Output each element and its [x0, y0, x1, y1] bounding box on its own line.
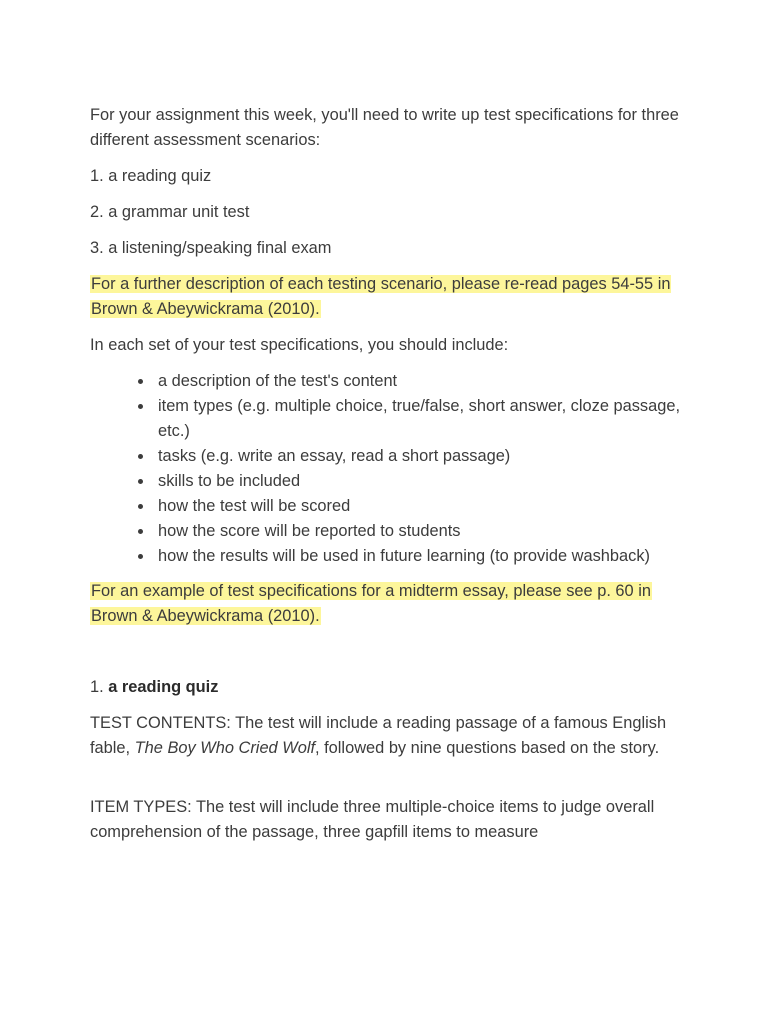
scenario-item-1: 1. a reading quiz: [90, 167, 212, 185]
fable-title: The Boy Who Cried Wolf: [134, 739, 316, 757]
test-contents-text-end: , followed by nine questions based on the story.: [315, 739, 660, 757]
list-item: how the results will be used in future learning (to provide washback): [158, 544, 690, 569]
section-number: 1.: [90, 678, 109, 696]
list-item: tasks (e.g. write an essay, read a short passage): [158, 444, 690, 469]
list-item: how the test will be scored: [158, 494, 690, 519]
list-item: how the score will be reported to students: [158, 519, 690, 544]
section-heading: [90, 675, 690, 700]
list-item: item types (e.g. multiple choice, true/false, short answer, cloze passage, etc.): [158, 394, 690, 444]
include-intro: In each set of your test specifications, you should include:: [90, 336, 509, 354]
list-item: a description of the test's content: [158, 369, 690, 394]
list-item: skills to be included: [158, 469, 690, 494]
document-page: [90, 103, 690, 856]
section-title: a reading quiz: [108, 678, 219, 696]
highlighted-note-example: [90, 579, 690, 629]
highlight-text-2: For an example of test specifications for a midterm essay, please see p. 60 in Brown & Abeywickrama (2010).: [91, 582, 651, 625]
spacer: [90, 640, 690, 675]
include-list: [90, 369, 690, 569]
spacer: [90, 772, 690, 795]
test-contents-text: TEST CONTENTS: The test will include a reading passage of a famous English fable,: [90, 714, 667, 757]
highlight-text-1: For a further description of each testing scenario, please re-read pages 54-55 in Brown & Abeywickrama (2010).: [91, 275, 671, 318]
scenario-item-3: 3. a listening/speaking final exam: [90, 239, 332, 257]
intro-paragraph: For your assignment this week, you'll need to write up test specifications for three different assessment scenarios:: [90, 106, 679, 149]
test-contents-paragraph: [90, 711, 690, 761]
item-types-paragraph: ITEM TYPES: The test will include three multiple-choice items to judge overall comprehension of the passage, three gapfill items to measure: [90, 798, 655, 841]
highlighted-note-pages: [90, 272, 690, 322]
scenario-item-2: 2. a grammar unit test: [90, 203, 250, 221]
